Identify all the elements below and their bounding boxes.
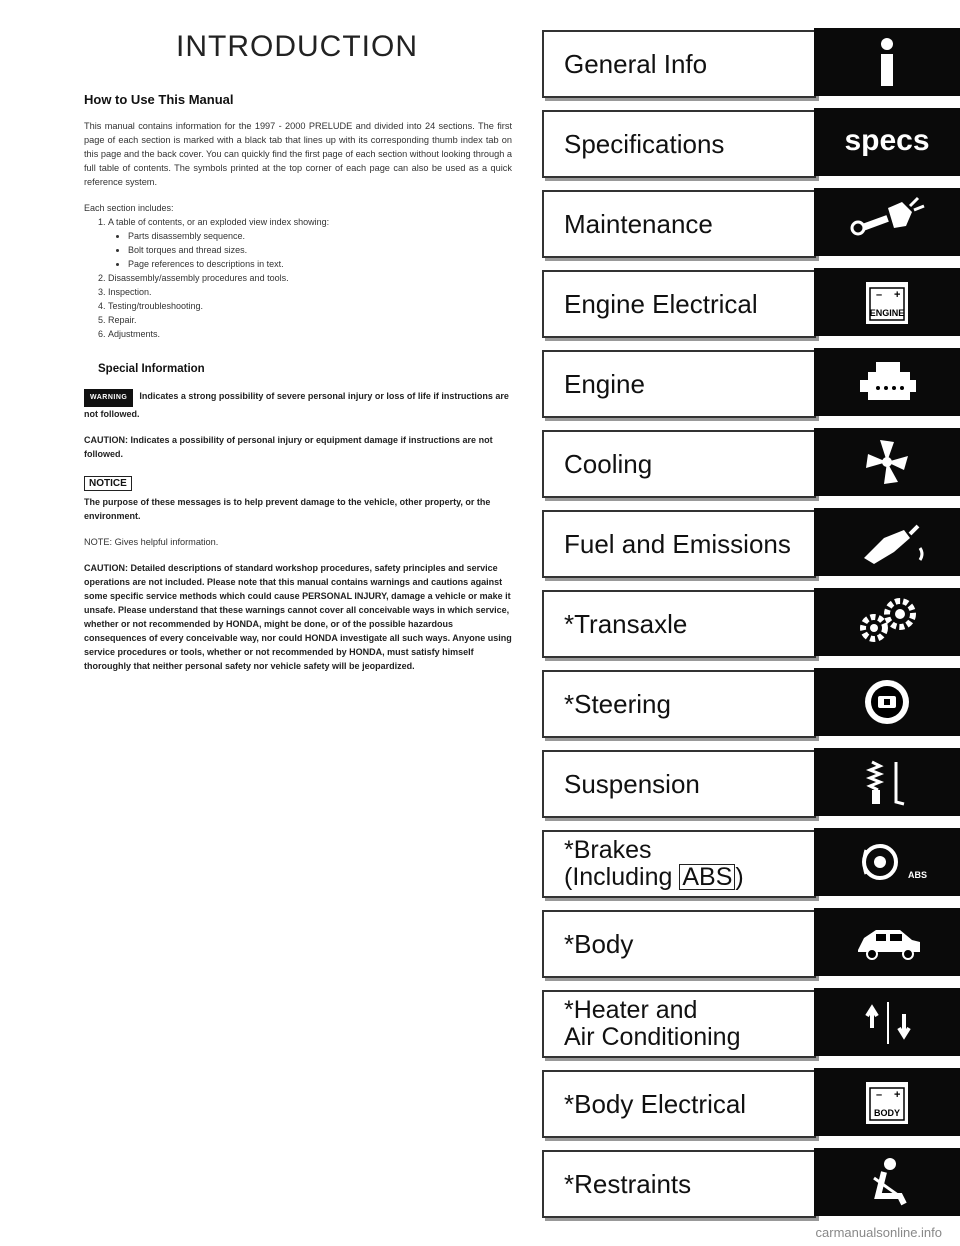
tab-label: *Body: [564, 929, 634, 959]
info-icon: [814, 28, 960, 96]
tab-transaxle[interactable]: [542, 588, 960, 656]
tab-label: *Transaxle: [564, 609, 688, 639]
gears-icon: [814, 588, 960, 656]
tab-maintenance[interactable]: [542, 188, 960, 256]
steering-wheel-icon: [814, 668, 960, 736]
engine-electrical-icon: [814, 268, 960, 336]
sub-list-item: • Bolt torques and thread sizes.: [128, 243, 512, 257]
svg-text:+: +: [894, 1089, 901, 1101]
list-item: 4. Testing/troubleshooting.: [108, 299, 512, 313]
hvac-icon: [814, 988, 960, 1056]
svg-text:specs: specs: [844, 124, 930, 157]
sub-list-item: • Parts disassembly sequence.: [128, 229, 512, 243]
tab-label: Engine Electrical: [564, 289, 758, 319]
introduction-column: [82, 30, 512, 685]
section-contents-list: [84, 201, 512, 341]
tab-restraints[interactable]: [542, 1148, 960, 1216]
list-item: 6. Adjustments.: [108, 327, 512, 341]
tab-specifications[interactable]: [542, 108, 960, 176]
maintenance-icon: [814, 188, 960, 256]
svg-text:BODY: BODY: [873, 1108, 901, 1118]
tab-label: *Body Electrical: [564, 1089, 747, 1119]
tab-suspension[interactable]: [542, 748, 960, 816]
tab-label: *Brakes (Including ABS ): [564, 836, 744, 891]
tab-body-electrical[interactable]: [542, 1068, 960, 1136]
svg-text:ENGINE: ENGINE: [869, 308, 905, 318]
tab-label: Suspension: [564, 769, 700, 799]
tab-cooling[interactable]: [542, 428, 960, 496]
list-item: 5. Repair.: [108, 313, 512, 327]
watermark: carmanualsonline.info: [815, 1225, 942, 1240]
tab-label: *Steering: [564, 689, 671, 719]
notice-paragraph: The purpose of these messages is to help prevent damage to the vehicle, other property, or the environment.: [84, 497, 491, 521]
svg-text:–: –: [876, 1089, 883, 1101]
abs-box: ABS: [679, 864, 735, 890]
car-body-icon: [814, 908, 960, 976]
svg-text:+: +: [894, 289, 901, 301]
tab-fuel-emissions[interactable]: [542, 508, 960, 576]
notice-badge: NOTICE: [84, 476, 132, 491]
caution-detail-paragraph: CAUTION: Detailed descriptions of standard workshop procedures, safety principles and service operations are not included. Please note that this manual contains warnings and cautions against some specific service methods which could cause PERSONAL INJURY, damage a vehicle or make it unsafe. Please understand that these warnings cannot cover all conceivable ways in which service, whether or not recommended by HONDA, might be done, or of the possible hazardous consequences of every conceivable way, nor could HONDA investigate all such ways. Anyone using service procedures or tools, whether or not recommended by HONDA, must satisfy himself thoroughly that neither personal safety nor vehicle safety will be jeopardized.: [84, 563, 512, 671]
suspension-icon: [814, 748, 960, 816]
cooling-fan-icon: [814, 428, 960, 496]
engine-icon: [814, 348, 960, 416]
tab-engine[interactable]: [542, 348, 960, 416]
tab-engine-electrical[interactable]: [542, 268, 960, 336]
seatbelt-icon: [814, 1148, 960, 1216]
list-item: 1. A table of contents, or an exploded view index showing: • Parts disassembly sequence. • Bolt torques and thread sizes. • Page references to descriptions in text.: [108, 215, 512, 271]
tab-heater-ac[interactable]: [542, 988, 960, 1056]
caution-paragraph: CAUTION: Indicates a possibility of personal injury or equipment damage if instructions are not followed.: [84, 435, 493, 459]
brake-abs-icon: [814, 828, 960, 896]
tab-brakes[interactable]: [542, 828, 960, 896]
tab-label: Specifications: [564, 129, 725, 159]
note-paragraph: NOTE: Gives helpful information.: [84, 537, 219, 547]
specs-icon: [814, 108, 960, 176]
tab-label: Engine: [564, 369, 645, 399]
tab-label: Fuel and Emissions: [564, 529, 791, 559]
body-electrical-icon: [814, 1068, 960, 1136]
tab-label: General Info: [564, 49, 708, 79]
howto-heading: How to Use This Manual: [84, 92, 234, 107]
tab-label: Cooling: [564, 449, 653, 479]
svg-text:–: –: [876, 289, 883, 301]
tab-steering[interactable]: [542, 668, 960, 736]
tab-label: Maintenance: [564, 209, 713, 239]
sub-list-item: • Page references to descriptions in text.: [128, 257, 512, 271]
page-title: INTRODUCTION: [176, 30, 418, 63]
list-item: 3. Inspection.: [108, 285, 512, 299]
warning-paragraph: WARNING Indicates a strong possibility of severe personal injury or loss of life if instructions are not followed.: [84, 391, 509, 419]
tab-general-info[interactable]: [542, 28, 960, 96]
list-item: 2. Disassembly/assembly procedures and tools.: [108, 271, 512, 285]
special-info-heading: Special Information: [98, 363, 205, 375]
svg-text:ABS: ABS: [908, 870, 928, 880]
tab-label: *Restraints: [564, 1169, 692, 1199]
tab-body[interactable]: [542, 908, 960, 976]
tab-label: *Heater and Air Conditioning: [564, 996, 741, 1051]
warning-badge: WARNING: [84, 389, 133, 407]
howto-paragraph: This manual contains information for the 1997 - 2000 PRELUDE and divided into 24 sections. The first page of each section is marked with a black tab that lines up with its corresponding thumb index tab on this page and the back cover. You can quickly find the first page of each section without looking through a full table of contents. The symbols printed at the top corner of each page can also be used as a quick reference system.: [84, 121, 512, 187]
each-section-label: Each section includes:: [84, 203, 174, 213]
fuel-nozzle-icon: [814, 508, 960, 576]
